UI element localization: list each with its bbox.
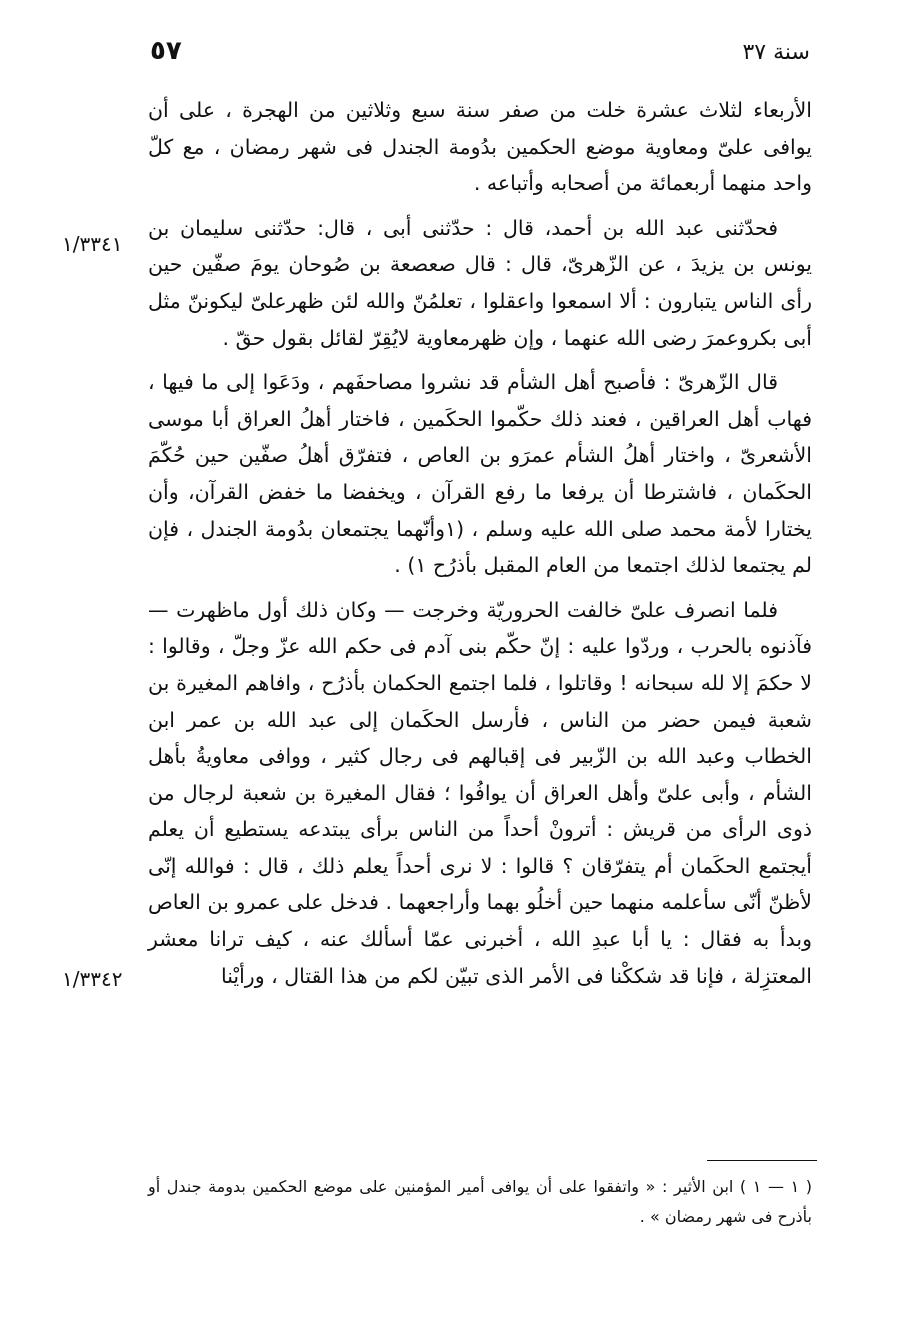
page-header bbox=[150, 36, 810, 76]
paragraph: الأربعاء لثلاث عشرة خلت من صفر سنة سبع وثلاثين من الهجرة ، على أن يوافى علىّ ومعاوية موضع الحكمين بدُومة الجندل فى شهر رمضان ، مع كلّ واحد منهما أربعمائة من أصحابه وأتباعه . bbox=[148, 98, 812, 196]
page-number: ٥٧ bbox=[150, 36, 182, 66]
margin-reference: ١/٣٣٤٢ bbox=[62, 967, 123, 991]
paragraph: فحدّثنى عبد الله بن أحمد، قال : حدّثنى أبى ، قال: حدّثنى سليمان بن يونس بن يزيدَ ، عن الزّهرىّ، قال : قال صعصعة بن صُوحان يومَ صفّين حين رأى الناس يتبارون : ألا اسمعوا واعقلوا ، تعلمُنّ والله لئن ظهرعلىّ ليكوننّ مثل أبى بكروعمرَ رضى الله عنهما ، وإن ظهرمعاوية لايُقِرّ لقائل بقول حقّ . bbox=[148, 215, 812, 350]
paragraph: قال الزّهرىّ : فأصبح أهل الشأم قد نشروا مصاحفَهم ، ودَعَوا إلى ما فيها ، فهاب أهل العراقين ، فعند ذلك حكّموا الحكَمين ، فاختار أهلُ العراق أبا موسى الأشعرىّ ، واختار أهلُ الشأم عمرَو بن العاص ، فتفرّق أهلُ صفّين حين حُكّمَ الحكَمان ، فاشترطا أن يرفعا ما رفع القرآن ، ويخفضا ما خفض القرآن، وأن يختارا لأمة محمد صلى الله عليه وسلم ، (١وأنّهما يجتمعان بدُومة الجندل ، فإن لم يجتمعا لذلك اجتمعا من العام المقبل بأذرُح ١) . bbox=[148, 370, 812, 578]
footnote: ( ١ — ١ ) ابن الأثير : « واتفقوا على أن يوافى أمير المؤمنين على موضع الحكمين بدومة جندل أو بأذرح فى شهر رمضان » . bbox=[148, 1177, 813, 1226]
margin-reference: ١/٣٣٤١ bbox=[62, 232, 123, 256]
footnote-divider bbox=[707, 1160, 817, 1161]
main-text bbox=[148, 92, 812, 1002]
running-head: سنة ٣٧ bbox=[742, 40, 810, 65]
paragraph: فلما انصرف علىّ خالفت الحروريّة وخرجت — وكان ذلك أول ماظهرت — فآذنوه بالحرب ، وردّوا عليه : إنّ حكّم بنى آدم فى حكم الله عزّ وجلّ ، وقالوا : لا حكمَ إلا لله سبحانه ! وقاتلوا ، فلما اجتمع الحكمان بأذرُح ، وافاهم المغيرة بن شعبة فيمن حضر من الناس ، فأرسل الحكَمان إلى عبد الله بن عمر ابن الخطاب وعبد الله بن الزّبير فى إقبالهم فى رجال كثير ، ووافى معاويةُ بأهل الشأم ، وأبى علىّ وأهل العراق أن يوافُوا ؛ فقال المغيرة بن شعبة لرجال من ذوى الرأى من قريش : أترونْ أحداً من الناس برأى يبتدعه يستطيع أن يعلم أيجتمع الحكَمان أم يتفرّقان ؟ قالوا : لا نرى أحداً يعلم ذلك ، قال : فوالله إنّى لأظنّ أنّى سأعلمه منهما حين أخلُو بهما وأراجعهما . فدخل على عمرو بن العاص وبدأ به فقال : يا أبا عبدِ الله ، أخبرنى عمّا أسألك عنه ، كيف ترانا معشر المعتزِلة ، فإنا قد شككْنا فى الأمر الذى تبيّن لكم من هذا القتال ، ورأيْنا bbox=[148, 597, 812, 988]
